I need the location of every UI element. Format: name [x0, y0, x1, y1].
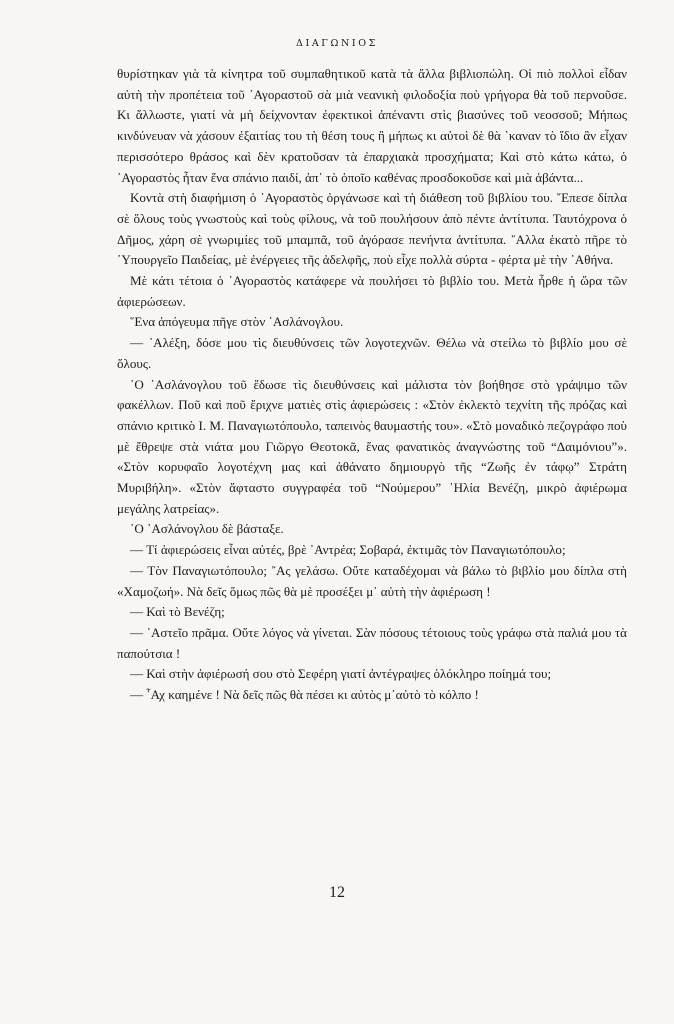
paragraph: ῾Ο ᾿Ασλάνογλου δὲ βάσταξε.	[130, 521, 284, 537]
dialogue-line: — Τὸν Παναγιωτόπουλο; ῎Ας γελάσω. Οὔτε καταδέχομαι νὰ βάλω τὸ βιβλίο μου δίπλα στὴ «Χαμοζωή». Νὰ δεῖς ὅμως πῶς θὰ μὲ προσέξει μ᾿ αὐτὴ τὴν ἀφιέρωση !	[117, 562, 627, 599]
body-text	[117, 64, 627, 706]
dialogue-line: — ῏Αχ καημένε ! Νὰ δεῖς πῶς θὰ πέσει κι αὐτὸς μ᾿αὐτὸ τὸ κόλπο !	[130, 687, 479, 703]
paragraph: ῞Ενα ἀπόγευμα πῆγε στὸν ᾿Ασλάνογλου.	[130, 314, 344, 330]
paragraph: Κοντὰ στὴ διαφήμιση ὁ ᾿Αγοραστὸς ὀργάνωσε καὶ τὴ διάθεση τοῦ βιβλίου του. ῎Επεσε δίπλα σὲ ὅλους τοὺς γνωστοὺς καὶ τοὺς φίλους, νὰ τοῦ πουλήσουν ἀπὸ πέντε ἀντίτυπα. Ταυτόχρονα ὁ Δῆμος, χάρη σὲ γνωριμίες τοῦ μπαμπᾶ, τοῦ ἀγόρασε πενήντα ἀντίτυπα. ῎Αλλα ἑκατὸ πῆρε τὸ ῾Υπουργεῖο Παιδείας, μὲ ἐνέργειες τῆς ἀδελφῆς, ποὺ εἶχε πολλὰ σύρτα - φέρτα μὲ τὴν ᾿Αθήνα.	[117, 190, 627, 268]
dialogue-line: — ᾿Αστεῖο πρᾶμα. Οὔτε λόγος νὰ γίνεται. Σὰν πόσους τέτοιους τοὺς γράφω στὰ παλιά μου τὰ παπούτσια !	[117, 624, 627, 661]
page-number: 12	[329, 884, 345, 901]
paragraph: ῾Ο ᾿Ασλάνογλου τοῦ ἔδωσε τὶς διευθύνσεις καὶ μάλιστα τὸν βοήθησε στὸ γράψιμο τῶν φακέλλων. Ποῦ καὶ ποῦ ἔριχνε ματιὲς στὶς ἀφιερώσεις : «Στὸν ἐκλεκτὸ τεχνίτη τῆς πρόζας καὶ σπάνιο κριτικὸ Ι. Μ. Παναγιωτόπουλο, ταπεινὸς θαυμαστής του». «Στὸ μοναδικὸ πεζογράφο ποὺ μὲ ἔθρεψε στὰ νιάτα μου Γιῶργο Θεοτοκᾶ, ἕνας φανατικὸς ἀναγνώστης τοῦ “Δαιμόνιου”». «Στὸν κορυφαῖο λογοτέχνη μας καὶ ἀθάνατο δημιουργὸ τῆς “Ζωῆς ἐν τάφῳ” Στράτη Μυριβήλη». «Στὸν ἄφταστο συγγραφέα τοῦ “Νούμερου” ᾿Ηλία Βενέζη, μικρὸ ἀφιέρωμα μεγάλης λατρείας».	[117, 376, 627, 516]
paragraph: Μὲ κάτι τέτοια ὁ ᾿Αγοραστὸς κατάφερε νὰ πουλήσει τὸ βιβλίο του. Μετὰ ἦρθε ἡ ὥρα τῶν ἀφιερώσεων.	[117, 273, 627, 309]
dialogue-line: — Τί ἀφιερώσεις εἶναι αὐτές, βρὲ ᾿Αντρέα; Σοβαρά, ἐκτιμᾶς τὸν Παναγιωτόπουλο;	[130, 542, 566, 558]
dialogue-line: — ᾿Αλέξη, δόσε μου τὶς διευθύνσεις τῶν λογοτεχνῶν. Θέλω νὰ στείλω τὸ βιβλίο μου σὲ ὅλους.	[117, 335, 627, 371]
running-head: ΔΙΑΓΩΝΙΟΣ	[296, 38, 378, 49]
dialogue-line: — Καὶ στὴν ἀφιέρωσή σου στὸ Σεφέρη γιατί ἀντέγραψες ὁλόκληρο ποίημά του;	[130, 666, 552, 682]
paragraph: θυρίστηκαν γιὰ τὰ κίνητρα τοῦ συμπαθητικοῦ κατὰ τὰ ἄλλα βιβλιοπώλη. Οἱ πιὸ πολλοὶ εἶδαν αὐτὴ τὴν προπέτεια τοῦ ᾿Αγοραστοῦ σὰ μιὰ νεανικὴ φιλοδοξία ποὺ γρήγορα θὰ τοῦ περνοῦσε. Κι ἄλλωστε, γιατί νὰ μὴ δείχνονταν ἐφεκτικοὶ ἀπέναντι στὶς βιασύνες τοῦ νεοσσοῦ; Μήπως κινδύνευαν νὰ χάσουν ἐξαιτίας του τὴ θέση τους ἢ μήπως κι αὐτοὶ δὲ θὰ ᾿καναν τὸ ἴδιο ἂν εἶχαν περισσότερο θράσος καὶ δὲν κρατοῦσαν τὰ ἐπαρχιακὰ προσχήματα; Καὶ στὸ κάτω κάτω, ὁ ᾿Αγοραστὸς ἦταν ἕνα σπάνιο παιδί, ἀπ᾿ τὸ ὁποῖο καθένας προσδοκοῦσε καὶ μιὰ ἀβάντα...	[117, 66, 627, 185]
dialogue-line: — Καὶ τὸ Βενέζη;	[130, 604, 225, 620]
